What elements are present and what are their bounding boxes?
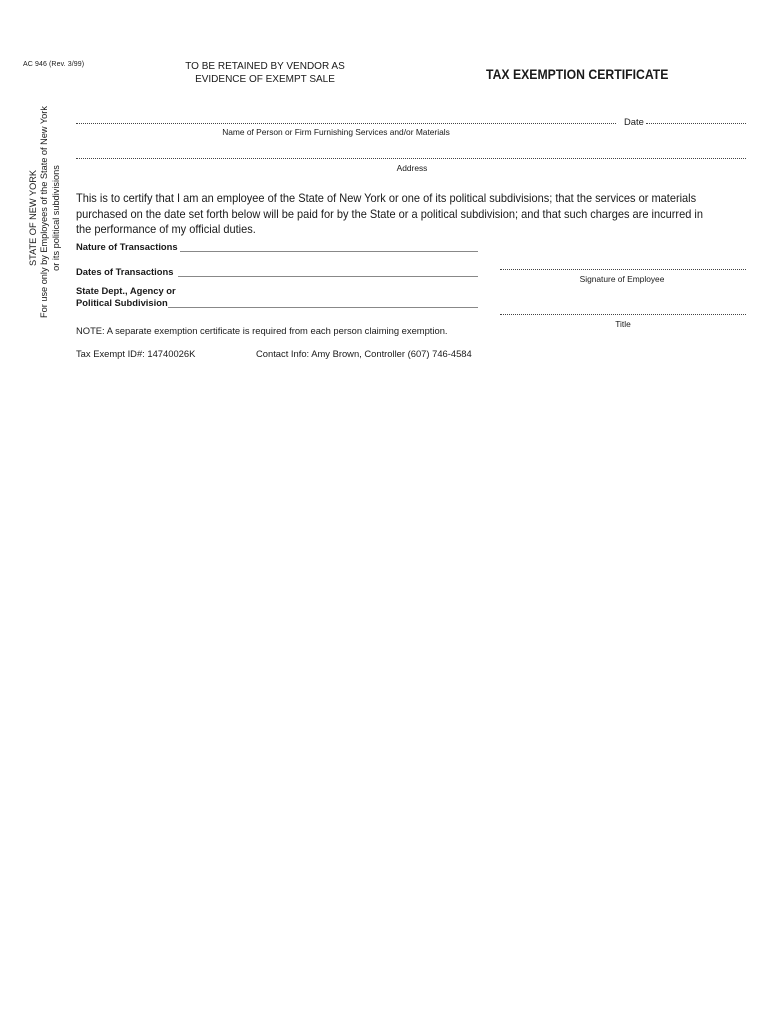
tax-exempt-id: Tax Exempt ID#: 14740026K [76,348,196,359]
side-label-subdivisions: or its political subdivisions [50,165,61,271]
nature-field[interactable] [180,251,478,252]
retention-notice-line2: EVIDENCE OF EXEMPT SALE [195,74,335,85]
dates-field[interactable] [178,276,478,277]
contact-info: Contact Info: Amy Brown, Controller (607) 746-4584 [256,348,472,359]
exemption-note: NOTE: A separate exemption certificate is required from each person claiming exemption. [76,325,448,336]
retention-notice [170,60,360,86]
vendor-name-field[interactable] [76,123,616,124]
nature-label: Nature of Transactions [76,241,178,252]
dept-label-line1: State Dept., Agency or [76,285,176,296]
date-label: Date [624,116,644,127]
certification-text: This is to certify that I am an employee of the State of New York or one of its political subdivisions; that the services or materials purchased on the date set forth below will be paid for by the State or a political subdivision; and that such charges are incurred in the performance of my official duties. [76,192,703,237]
address-caption: Address [396,163,428,173]
dept-field[interactable] [168,307,478,308]
title-caption: Title [615,319,631,329]
signature-field[interactable] [500,269,746,270]
side-label-usage: For use only by Employees of the State of New York [39,106,50,318]
vendor-name-caption: Name of Person or Firm Furnishing Services and/or Materials [222,127,450,137]
dates-label: Dates of Transactions [76,266,174,277]
signature-caption: Signature of Employee [579,274,665,284]
document-title: TAX EXEMPTION CERTIFICATE [486,67,669,82]
retention-notice-line1: TO BE RETAINED BY VENDOR AS [185,61,345,72]
address-field[interactable] [76,158,746,159]
form-code: AC 946 (Rev. 3/99) [23,61,85,68]
date-field[interactable] [646,123,746,124]
title-field[interactable] [500,314,746,315]
side-label-state: STATE OF NEW YORK [28,170,38,266]
dept-label-line2: Political Subdivision [76,297,168,308]
